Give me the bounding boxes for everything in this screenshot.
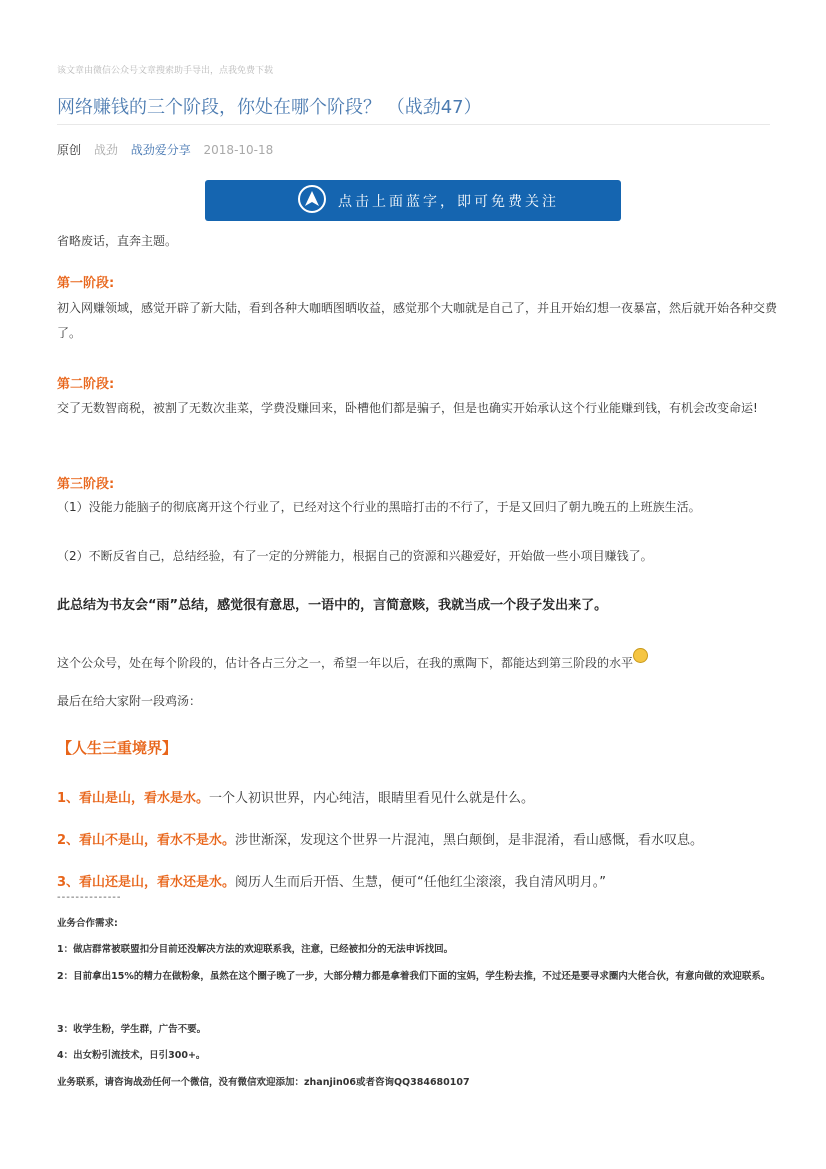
- account-paragraph-text: 这个公众号，处在每个阶段的，估计各占三分之一，希望一年以后，在我的熏陶下，都能达到第三阶段的水平: [57, 656, 634, 670]
- realm-item-text: 阅历人生而后开悟、生慧，便可“任他红尘滚滚，我自清风明月。”: [235, 875, 607, 890]
- export-notice[interactable]: 该文章由微信公众号文章搜索助手导出，点我免费下载: [57, 66, 274, 76]
- business-line-1: 1：做店群常被联盟扣分目前还没解决方法的欢迎联系我，注意，已经被扣分的无法申诉找回。: [57, 944, 454, 955]
- realm-item-text: 一个人初识世界，内心纯洁，眼睛里看见什么就是什么。: [209, 791, 535, 806]
- title-divider: [57, 124, 770, 125]
- business-heading: 业务合作需求:: [57, 918, 118, 929]
- soup-intro: 最后在给大家附一段鸡汤：: [57, 694, 202, 708]
- stage1-heading: 第一阶段:: [57, 276, 115, 291]
- author-name: 战劲: [93, 143, 118, 157]
- article-title: 网络赚钱的三个阶段，你处在哪个阶段？ （战劲47）: [57, 97, 482, 118]
- account-link[interactable]: 战劲爱分享: [130, 143, 191, 157]
- publish-date: 2018-10-18: [203, 143, 274, 157]
- stage3-item1: （1）没能力能脑子的彻底离开这个行业了，已经对这个行业的黑暗打击的不行了，于是又回归了朝九晚五的上班族生活。: [57, 500, 701, 514]
- realm-item: [57, 871, 606, 890]
- original-tag: 原创: [57, 143, 82, 157]
- article-meta: [57, 141, 282, 158]
- business-contact: 业务联系，请咨询战劲任何一个微信，没有微信欢迎添加：zhanjin06或者咨询QQ384680107: [57, 1077, 470, 1088]
- smile-emoji-icon: [633, 648, 648, 663]
- account-paragraph: [57, 648, 777, 676]
- realm-item-bold: 1、看山是山，看水是水。: [57, 791, 210, 806]
- stage3-heading: 第三阶段:: [57, 477, 115, 492]
- business-line-4: 4：出女粉引流技术，日引300+。: [57, 1050, 206, 1061]
- realm-item: [57, 829, 703, 848]
- business-line-2: 2：目前拿出15%的精力在做粉象，虽然在这个圈子晚了一步，大部分精力都是拿着我们下面的宝妈，学生粉去推，不过还是要寻求圈内大佬合伙，有意向做的欢迎联系。: [57, 971, 771, 982]
- follow-banner-text: 点击上面蓝字，即可免费关注: [338, 194, 559, 210]
- realm-title: 【人生三重境界】: [57, 739, 178, 757]
- realm-item-bold: 3、看山还是山，看水还是水。: [57, 875, 236, 890]
- navigation-arrow-icon: [298, 185, 326, 213]
- stage2-heading: 第二阶段:: [57, 377, 115, 392]
- dash-divider: --------------: [57, 892, 122, 903]
- stage3-item2: （2）不断反省自己，总结经验，有了一定的分辨能力，根据自己的资源和兴趣爱好，开始做一些小项目赚钱了。: [57, 549, 653, 563]
- follow-banner[interactable]: [205, 180, 621, 221]
- realm-item: [57, 787, 534, 806]
- stage1-text: 初入网赚领域，感觉开辟了新大陆，看到各种大咖晒图晒收益，感觉那个大咖就是自己了，并且开始幻想一夜暴富，然后就开始各种交费了。: [57, 301, 778, 340]
- realm-item-text: 涉世渐深，发现这个世界一片混沌，黑白颠倒，是非混淆，看山感慨，看水叹息。: [235, 833, 704, 848]
- stage2-text: 交了无数智商税，被割了无数次韭菜，学费没赚回来，卧槽他们都是骗子，但是也确实开始承认这个行业能赚到钱，有机会改变命运!: [57, 401, 758, 415]
- intro-text: 省略废话，直奔主题。: [57, 234, 178, 248]
- business-line-3: 3：收学生粉，学生群，广告不要。: [57, 1024, 207, 1035]
- realm-item-bold: 2、看山不是山，看水不是水。: [57, 833, 236, 848]
- summary-text: 此总结为书友会“雨”总结，感觉很有意思，一语中的，言简意赅，我就当成一个段子发出来了。: [57, 598, 608, 613]
